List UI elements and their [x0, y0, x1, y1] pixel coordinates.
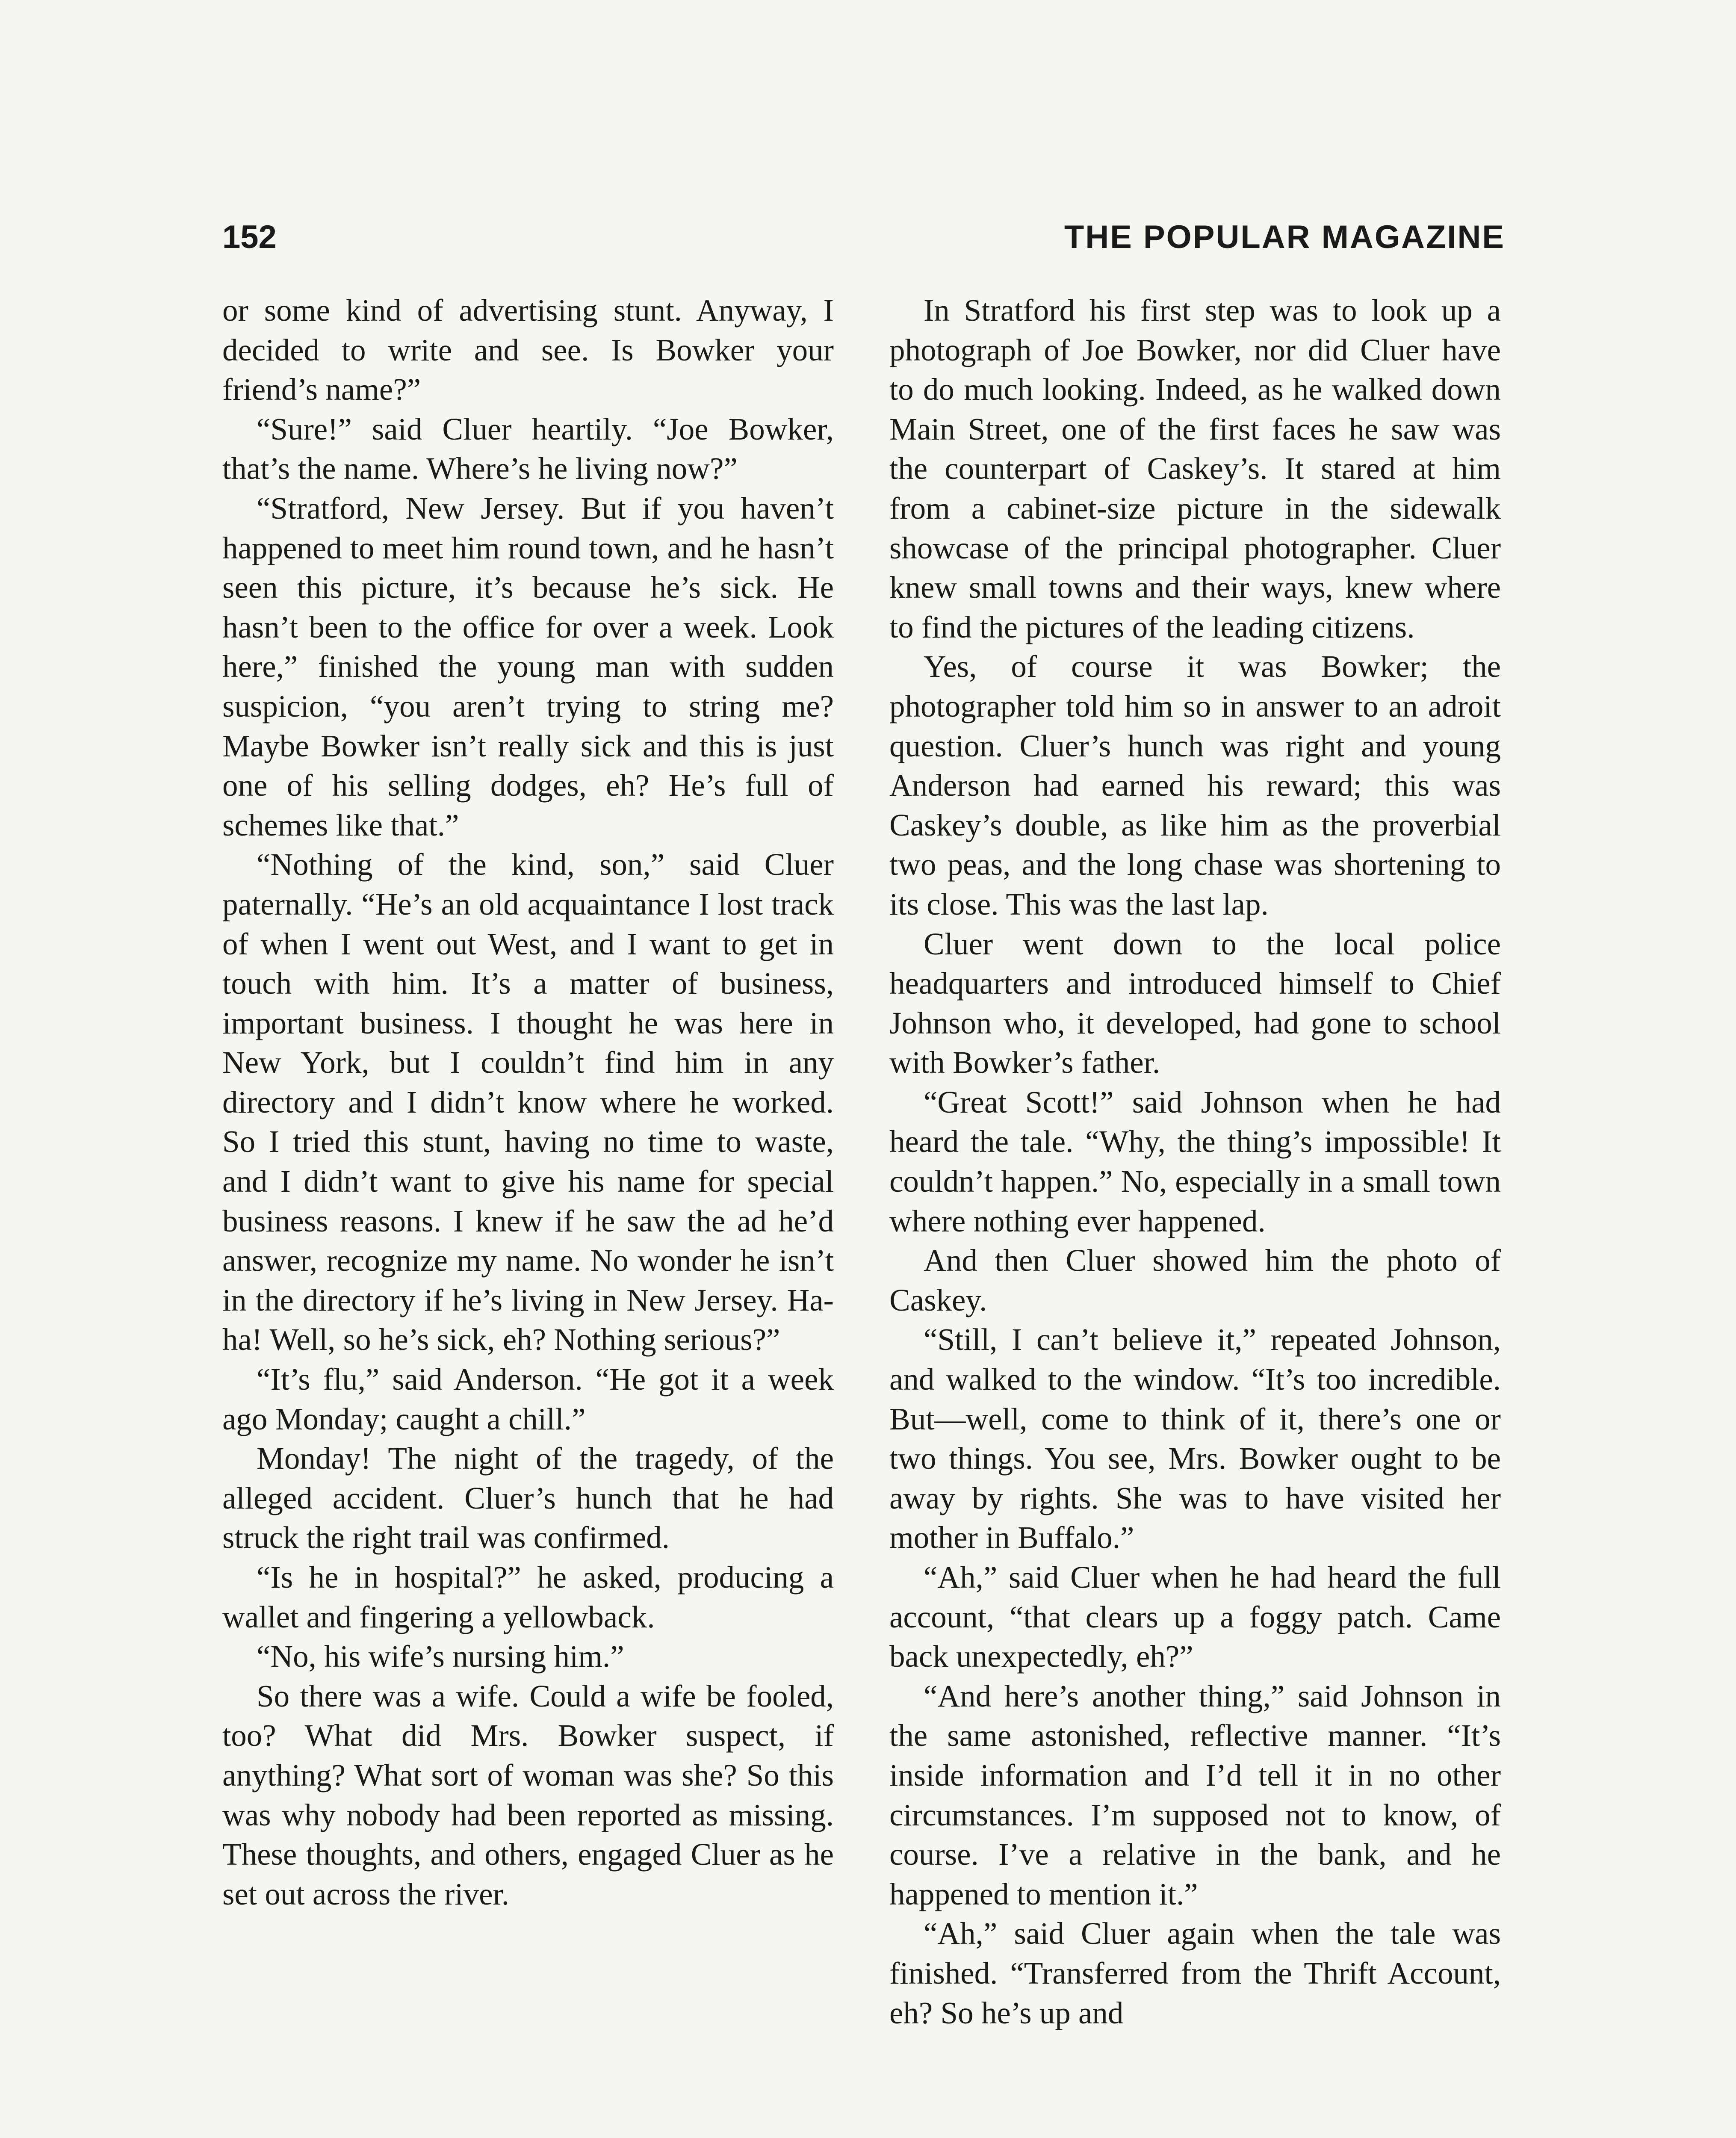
paragraph: “Ah,” said Cluer again when the tale was finished. “Transferred from the Thrift Account, eh? So he’s up and: [889, 1916, 1501, 2030]
paragraph: “It’s flu,” said Anderson. “He got it a week ago Monday; caught a chill.”: [222, 1362, 834, 1436]
paragraph: or some kind of advertising stunt. Anyway, I decided to write and see. Is Bowker your friend’s name?”: [222, 293, 834, 407]
paragraph: Monday! The night of the tragedy, of the alleged accident. Cluer’s hunch that he had struck the right trail was confirmed.: [222, 1441, 834, 1555]
paragraph: “Nothing of the kind, son,” said Cluer paternally. “He’s an old acquaintance I lost track of when I went out West, and I want to get in touch with him. It’s a matter of business, important business. I thought he was here in New York, but I couldn’t find him in any directory and I didn’t know where he worked. So I tried this stunt, having no time to waste, and I didn’t want to give his name for special business reasons. I knew if he saw the ad he’d answer, recognize my name. No wonder he isn’t in the directory if he’s living in New Jersey. Ha-ha! Well, so he’s sick, eh? Nothing serious?”: [222, 847, 834, 1357]
paragraph: Cluer went down to the local police headquarters and introduced himself to Chief Johnson who, it developed, had gone to school with Bowker’s father.: [889, 926, 1501, 1080]
paragraph: “And here’s another thing,” said Johnson in the same astonished, reflective manner. “It’s inside information and I’d tell it in no other circumstances. I’m supposed not to know, of course. I’ve a relative in the bank, and he happened to mention it.”: [889, 1678, 1501, 1911]
paragraph: In Stratford his first step was to look up a photograph of Joe Bowker, nor did Cluer have to do much looking. Indeed, as he walked down Main Street, one of the first faces he saw was the counterpart of Caskey’s. It stared at him from a cabinet-size picture in the sidewalk showcase of the principal photographer. Cluer knew small towns and their ways, knew where to find the pictures of the leading citizens.: [889, 293, 1501, 644]
paragraph: “Sure!” said Cluer heartily. “Joe Bowker, that’s the name. Where’s he living now?”: [222, 411, 834, 486]
paragraph: “Still, I can’t believe it,” repeated Johnson, and walked to the window. “It’s too incredible. But—well, come to think of it, there’s one or two things. You see, Mrs. Bowker ought to be away by rights. She was to have visited her mother in Buffalo.”: [889, 1322, 1501, 1555]
paragraph: “Stratford, New Jersey. But if you haven’t happened to meet him round town, and he hasn’t seen this picture, it’s because he’s sick. He hasn’t been to the office for over a week. Look here,” finished the young man with sudden suspicion, “you aren’t trying to string me? Maybe Bowker isn’t really sick and this is just one of his selling dodges, eh? He’s full of schemes like that.”: [222, 490, 834, 842]
paragraph: “Great Scott!” said Johnson when he had heard the tale. “Why, the thing’s impossible! It couldn’t happen.” No, especially in a small town where nothing ever happened.: [889, 1084, 1501, 1238]
paragraph: So there was a wife. Could a wife be fooled, too? What did Mrs. Bowker suspect, if anything? What sort of woman was she? So this was why nobody had been reported as missing. These thoughts, and others, engaged Cluer as he set out across the river.: [222, 1678, 834, 1911]
right-column: [889, 291, 1501, 2033]
page-number: 152: [222, 219, 277, 255]
paragraph: “Ah,” said Cluer when he had heard the full account, “that clears up a foggy patch. Came back unexpectedly, eh?”: [889, 1560, 1501, 1674]
left-column: [222, 291, 834, 1914]
paragraph: And then Cluer showed him the photo of Caskey.: [889, 1243, 1501, 1317]
running-head: THE POPULAR MAGAZINE: [1064, 219, 1505, 255]
page-header: [222, 214, 1505, 261]
paragraph: Yes, of course it was Bowker; the photographer told him so in answer to an adroit question. Cluer’s hunch was right and young Anderson had earned his reward; this was Caskey’s double, as like him as the proverbial two peas, and the long chase was shortening to its close. This was the last lap.: [889, 649, 1501, 921]
paragraph: “Is he in hospital?” he asked, producing a wallet and fingering a yellowback.: [222, 1560, 834, 1634]
paragraph: “No, his wife’s nursing him.”: [257, 1639, 624, 1674]
